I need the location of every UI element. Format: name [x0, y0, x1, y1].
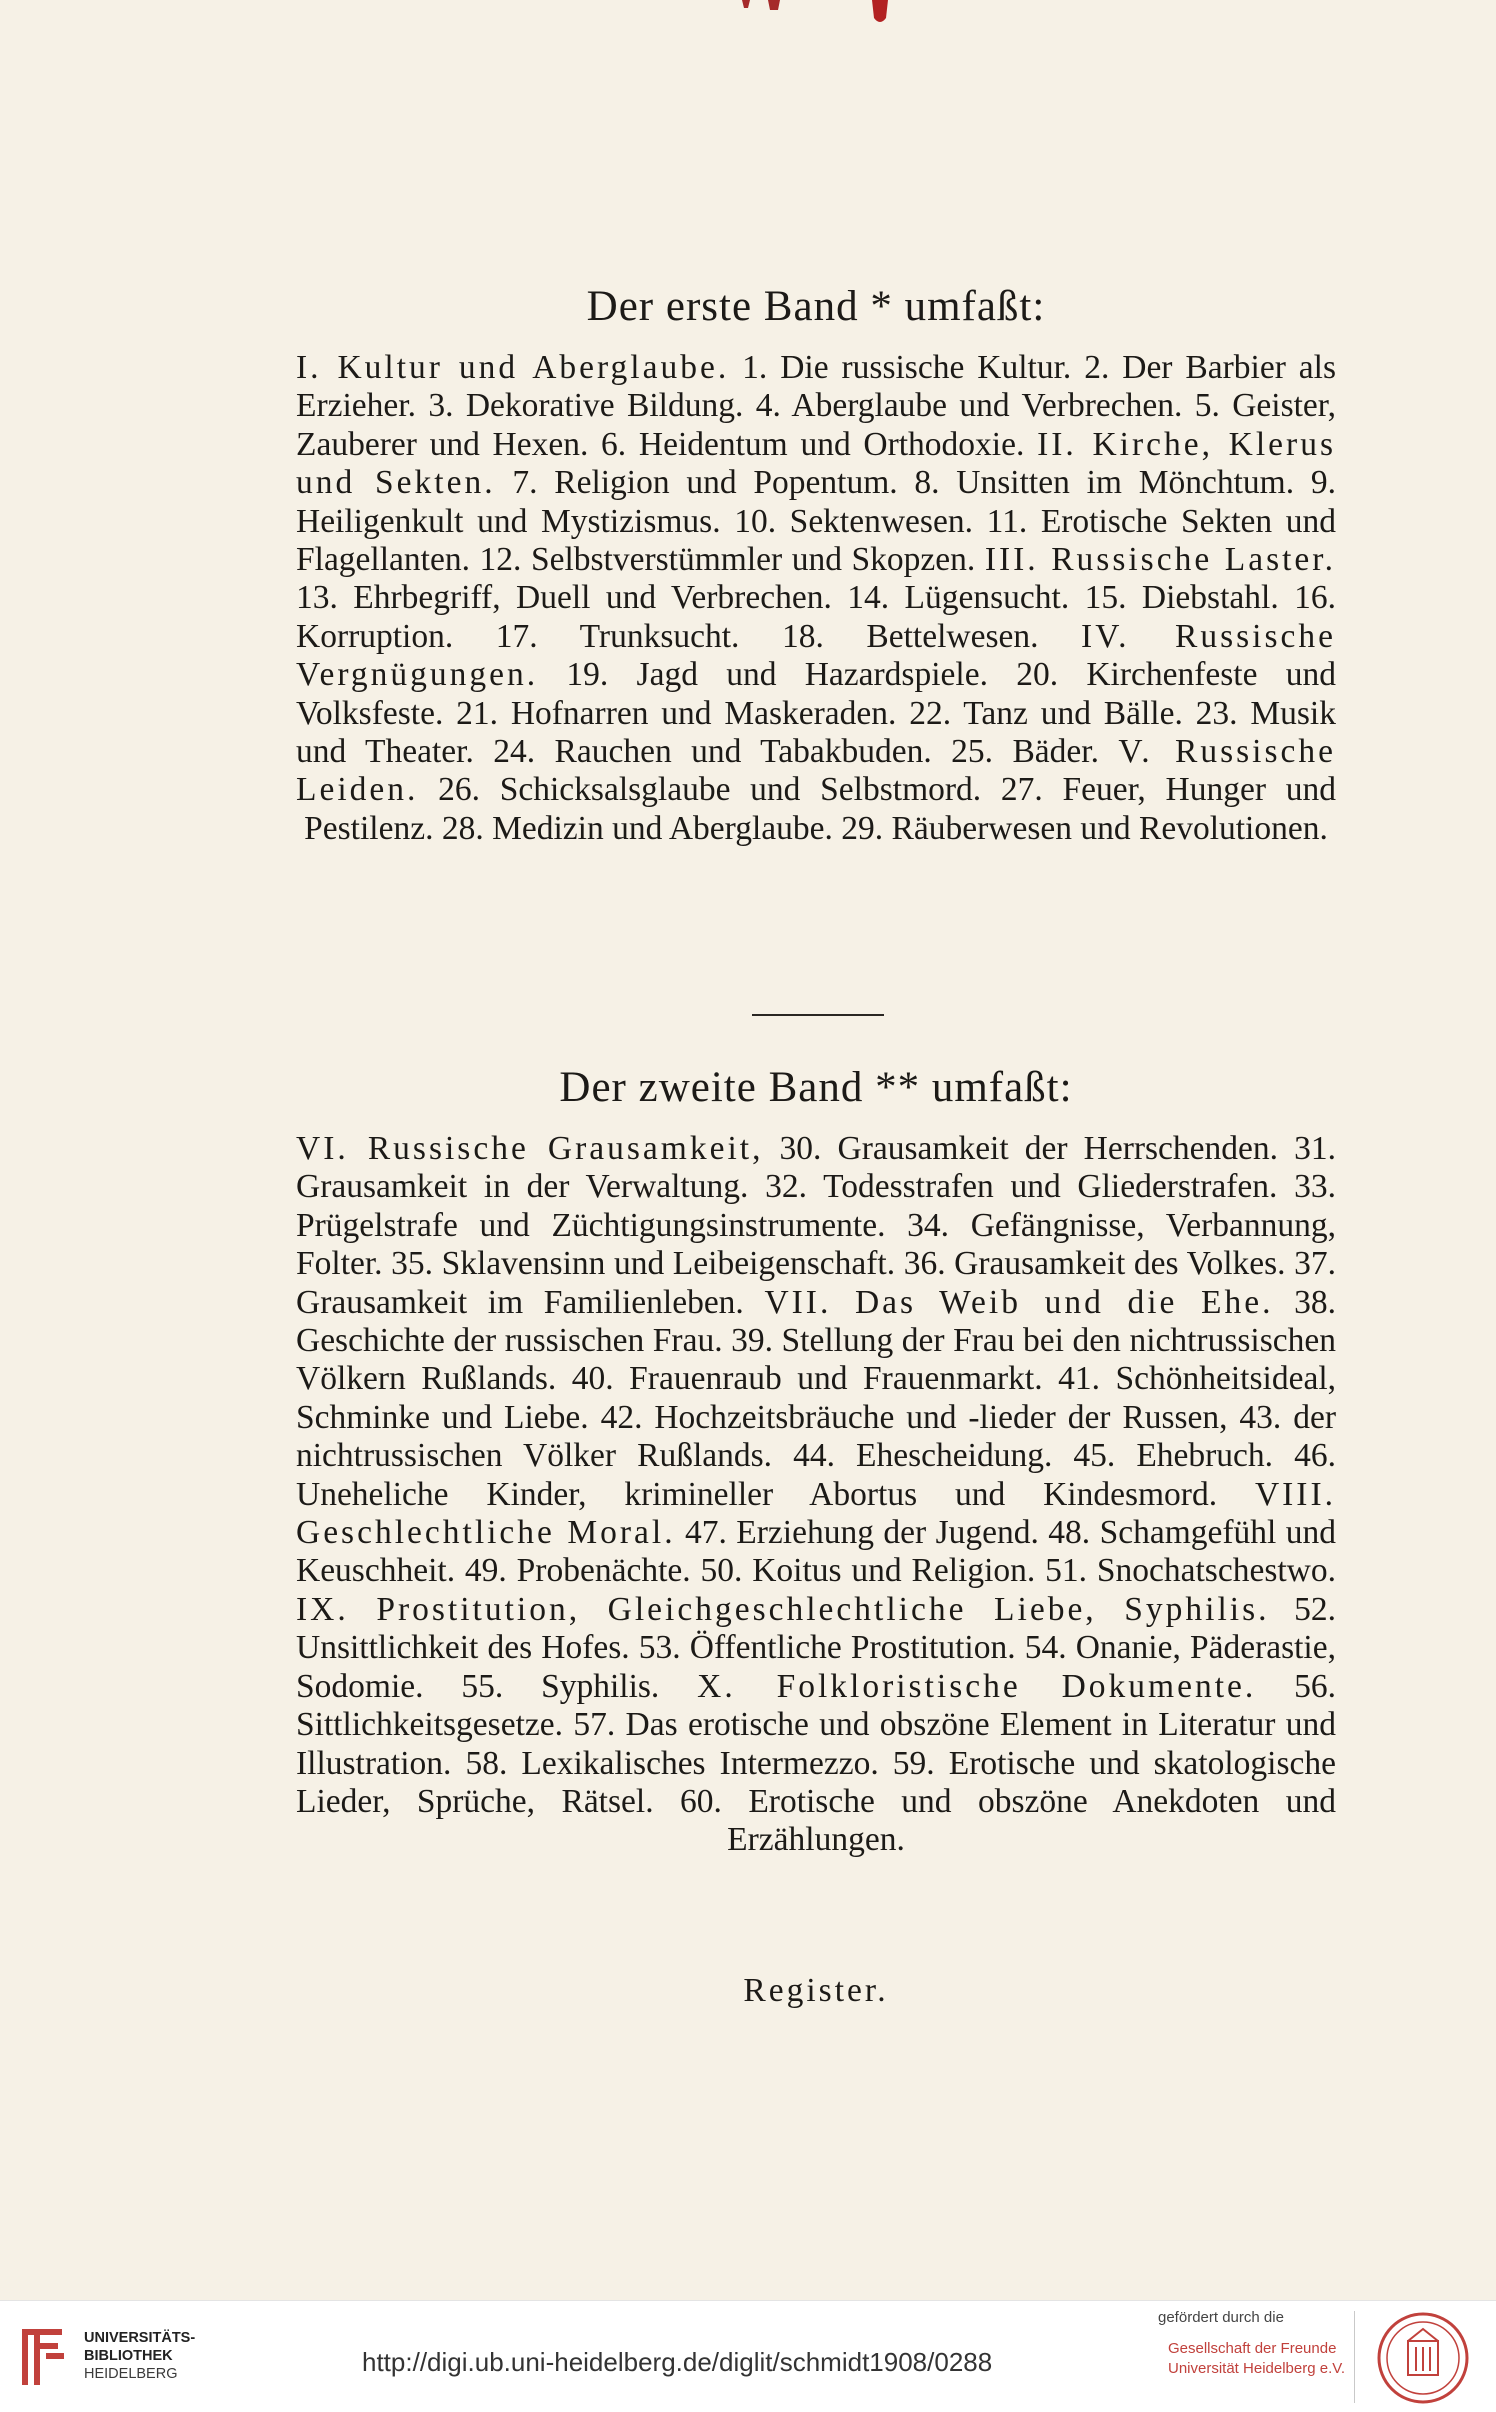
sponsor-label: gefördert durch die	[1158, 2309, 1284, 2326]
band2-contents	[296, 1130, 1336, 1860]
chapter-heading-text: VI. Russische Grausamkeit,	[296, 1130, 764, 1167]
register-line: Register.	[743, 1972, 889, 2009]
section-list-text: 47. Erziehung der Jugend. 48. Schamgefühl und Keuschheit. 49. Probenächte. 50. Koitus und Religion. 51. Snochatschestwo.	[296, 1514, 1336, 1590]
section-list-text: 38. Geschichte der russischen Frau. 39. Stellung der Frau bei den nichtrussischen Völkern Rußlands. 40. Frauenraub und Frauenmarkt. 41. Schönheitsideal, Schminke und Liebe. 42. Hochzeitsbräuche und -lieder der Russen, 43. der nichtrussischen Völker Rußlands. 44. Ehescheidung. 45. Ehebruch. 46. Uneheliche Kinder, krimineller Abortus und Kindesmord.	[296, 1283, 1336, 1513]
chapter-heading-text: X. Folkloristische Dokumente.	[697, 1667, 1257, 1705]
section-divider	[752, 1014, 884, 1016]
university-seal-icon	[1376, 2311, 1470, 2405]
library-line3: HEIDELBERG	[84, 2366, 178, 2382]
band1-heading: Der erste Band * umfaßt:	[586, 283, 1046, 330]
sponsor-line2: Universität Heidelberg e.V.	[1168, 2360, 1346, 2377]
chapter-heading-text: I. Kultur und Aberglaube.	[296, 349, 730, 386]
section-list-text: 7. Religion und Popentum. 8. Unsitten im Mönchtum. 9. Heiligenkult und Mystizismus. 10. Sektenwesen. 11. Erotische Sekten und Flagellanten. 12. Selbstverstümmler und Skopzen.	[296, 464, 1336, 579]
chapter-heading-text: V. Russische Leiden.	[296, 733, 1337, 809]
band2-heading: Der zweite Band ** umfaßt:	[559, 1064, 1073, 1111]
band2-paragraph	[296, 1130, 1336, 1860]
chapter-heading-text: III. Russische Laster.	[984, 541, 1336, 579]
section-list-text: 13. Ehrbegriff, Duell und Verbrechen. 14. Lügensucht. 15. Diebstahl. 16. Korruption. 17. Trunksucht. 18. Bettelwesen.	[296, 579, 1336, 655]
footer-bar	[0, 2300, 1496, 2412]
chapter-heading-text: II. Kirche, Klerus und Sekten.	[296, 425, 1336, 502]
library-name	[84, 2329, 195, 2383]
chapter-heading-text: IX. Prostitution, Gleichgeschlechtliche Liebe, Syphilis.	[296, 1590, 1270, 1628]
band1-paragraph	[296, 349, 1336, 848]
library-line1: UNIVERSITÄTS-	[84, 2330, 196, 2346]
library-logo-icon[interactable]	[14, 2323, 76, 2391]
page-edge-marks	[728, 0, 898, 34]
chapter-heading-text: VIII. Geschlechtliche Moral.	[296, 1475, 1336, 1552]
band1-contents	[296, 349, 1336, 848]
chapter-heading-text: IV. Russische Vergnügungen.	[296, 617, 1337, 694]
section-list-text: 52. Unsittlichkeit des Hofes. 53. Öffentliche Prostitution. 54. Onanie, Päderastie, Sodomie. 55. Syphilis.	[296, 1590, 1336, 1705]
section-list-text: 1. Die russische Kultur. 2. Der Barbier als Erzieher. 3. Dekorative Bildung. 4. Aberglaube und Verbrechen. 5. Geister, Zauberer und Hexen. 6. Heidentum und Orthodoxie.	[296, 349, 1336, 463]
section-list-text: 56. Sittlichkeitsgesetze. 57. Das erotische und obszöne Element in Literatur und Illustration. 58. Lexikalisches Intermezzo. 59. Erotische und skatologische Lieder, Sprüche, Rätsel. 60. Erotische und obszöne Anekdoten und Erzählungen.	[296, 1667, 1336, 1859]
footer-divider	[1354, 2311, 1355, 2403]
sponsor-line1: Gesellschaft der Freunde	[1168, 2340, 1337, 2357]
sponsor-name[interactable]	[1168, 2339, 1345, 2379]
section-list-text: 30. Grausamkeit der Herrschenden. 31. Grausamkeit in der Verwaltung. 32. Todesstrafen und Gliederstrafen. 33. Prügelstrafe und Züchtigungsinstrumente. 34. Gefängnisse, Verbannung, Folter. 35. Sklavensinn und Leibeigenschaft. 36. Grausamkeit des Volkes. 37. Grausamkeit im Familienleben.	[296, 1130, 1336, 1321]
permalink-url[interactable]: http://digi.ub.uni-heidelberg.de/diglit/schmidt1908/0288	[362, 2347, 993, 2377]
chapter-heading-text: VII. Das Weib und die Ehe.	[764, 1283, 1274, 1321]
section-list-text: 26. Schicksalsglaube und Selbstmord. 27. Feuer, Hunger und Pestilenz. 28. Medizin und Aberglaube. 29. Räuberwesen und Revolutionen.	[304, 771, 1336, 847]
section-list-text: 19. Jagd und Hazardspiele. 20. Kirchenfeste und Volksfeste. 21. Hofnarren und Maskeraden. 22. Tanz und Bälle. 23. Musik und Theater. 24. Rauchen und Tabakbuden. 25. Bäder.	[296, 656, 1336, 771]
library-line2: BIBLIOTHEK	[84, 2348, 173, 2364]
